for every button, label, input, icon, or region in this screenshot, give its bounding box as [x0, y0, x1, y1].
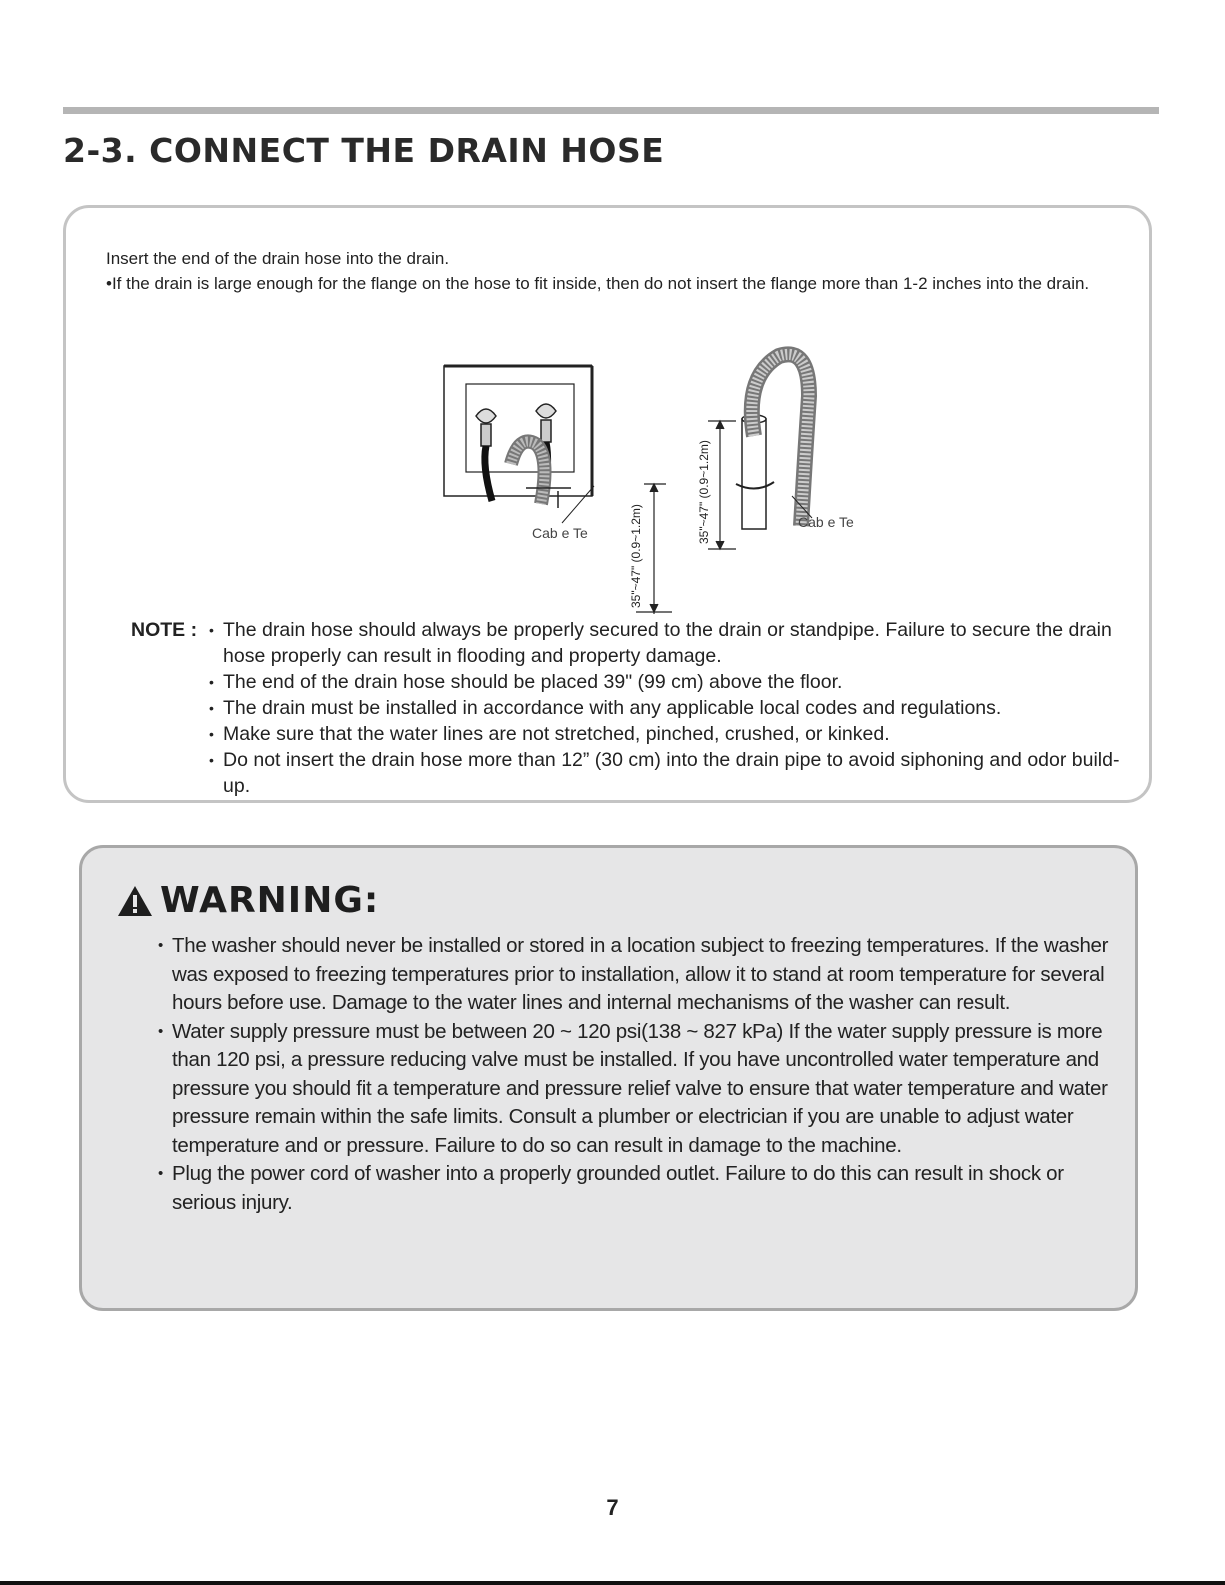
- warning-triangle-icon: [116, 884, 154, 918]
- warning-item: • Water supply pressure must be between 20 ~ 120 psi(138 ~ 827 kPa) If the water supply pressure is more than 120 psi, a pressure reducing valve must be installed. If you have uncontrolled water temperature and pressure you should fit a temperature and pressure relief valve to ensure that water temperature and water pressure remain within the safe limits. Consult a plumber or electrician if you are unable to adjust water temperature and or pressure. Failure to do so can result in damage to the machine.: [160, 1018, 1120, 1161]
- section-title: 2-3. CONNECT THE DRAIN HOSE: [63, 131, 665, 170]
- warning-box: [79, 845, 1138, 1311]
- intro-line: Insert the end of the drain hose into the drain.: [106, 249, 450, 268]
- right-cable-tie-label: Cab e Te: [798, 514, 854, 530]
- note-item: • The end of the drain hose should be placed 39" (99 cm) above the floor.: [211, 669, 1131, 695]
- intro-text: [106, 246, 1096, 296]
- note-item: • The drain must be installed in accordance with any applicable local codes and regulations.: [211, 695, 1131, 721]
- page-number: 7: [606, 1495, 619, 1520]
- wall-box-illustration: [444, 366, 592, 508]
- note-item: • The drain hose should always be properly secured to the drain or standpipe. Failure to secure the drain hose properly can result in flooding and property damage.: [211, 617, 1131, 669]
- right-dimension-line: [708, 421, 736, 549]
- note-item: • Make sure that the water lines are not stretched, pinched, crushed, or kinked.: [211, 721, 1131, 747]
- right-dimension-label: 35"~47" (0.9~1.2m): [697, 440, 711, 544]
- left-cable-tie-label: Cab e Te: [532, 525, 588, 541]
- warning-title: WARNING:: [160, 880, 380, 921]
- instruction-box: [63, 205, 1152, 803]
- left-dimension-label: 35"~47" (0.9~1.2m): [629, 504, 643, 608]
- warning-list: [160, 932, 1120, 1217]
- warning-item: • The washer should never be installed or stored in a location subject to freezing temperatures. If the washer was exposed to freezing temperatures prior to installation, allow it to stand at room temperature for several hours before use. Damage to the water lines and internal mechanisms of the washer can result.: [160, 932, 1120, 1018]
- bottom-rule: [0, 1581, 1225, 1585]
- warning-header: [116, 880, 379, 921]
- note-item: • Do not insert the drain hose more than 12” (30 cm) into the drain pipe to avoid siphoning and odor build-up.: [211, 747, 1131, 799]
- note-list: [211, 617, 1131, 799]
- top-rule: [63, 107, 1159, 114]
- drain-hose-diagram: [436, 346, 854, 611]
- warning-item: • Plug the power cord of washer into a properly grounded outlet. Failure to do this can result in shock or serious injury.: [160, 1160, 1120, 1217]
- note-label: NOTE :: [131, 619, 198, 641]
- intro-bullet: • If the drain is large enough for the flange on the hose to fit inside, then do not insert the flange more than 1-2 inches into the drain.: [106, 271, 1096, 296]
